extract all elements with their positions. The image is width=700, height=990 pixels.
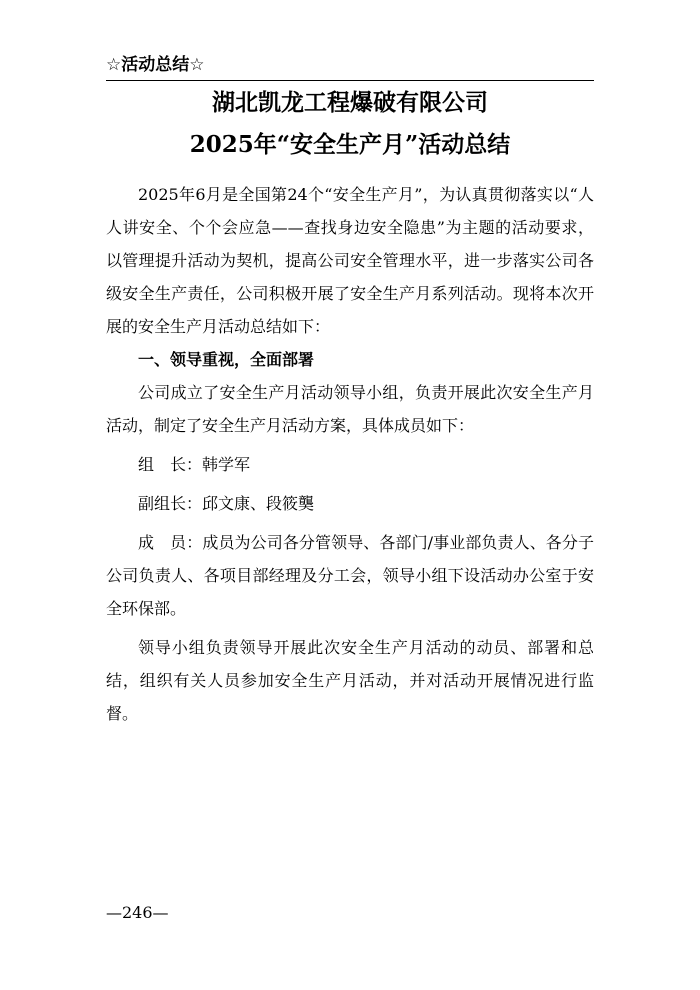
section-header: ☆活动总结☆ xyxy=(106,54,594,81)
body-paragraph: 领导小组负责领导开展此次安全生产月活动的动员、部署和总结，组织有关人员参加安全生产月活动，并对活动开展情况进行监督。 xyxy=(106,638,594,723)
member-leader: 组 长：韩学军 xyxy=(138,455,251,474)
document-title-company: 湖北凯龙工程爆破有限公司 xyxy=(212,89,488,116)
section-heading: 一、领导重视，全面部署 xyxy=(138,350,315,369)
body-paragraph: 公司成立了安全生产月活动领导小组，负责开展此次安全生产月活动，制定了安全生产月活动方案，具体成员如下： xyxy=(106,383,594,435)
document-title-summary: 2025年“安全生产月”活动总结 xyxy=(189,131,511,158)
member-members: 成 员：成员为公司各分管领导、各部门/事业部负责人、各分子公司负责人、各项目部经理及分工会，领导小组下设活动办公室于安全环保部。 xyxy=(106,533,594,618)
member-deputy-leader: 副组长：邱文康、段筱龑 xyxy=(138,494,315,513)
page-number: —246— xyxy=(106,903,169,922)
intro-paragraph: 2025年6月是全国第24个“安全生产月”，为认真贯彻落实以“人人讲安全、个个会应急——查找身边安全隐患”为主题的活动要求，以管理提升活动为契机，提高公司安全管理水平，进一步落实公司各级安全生产责任，公司积极开展了安全生产月系列活动。现将本次开展的安全生产月活动总结如下： xyxy=(106,185,594,336)
document-body xyxy=(106,178,594,730)
